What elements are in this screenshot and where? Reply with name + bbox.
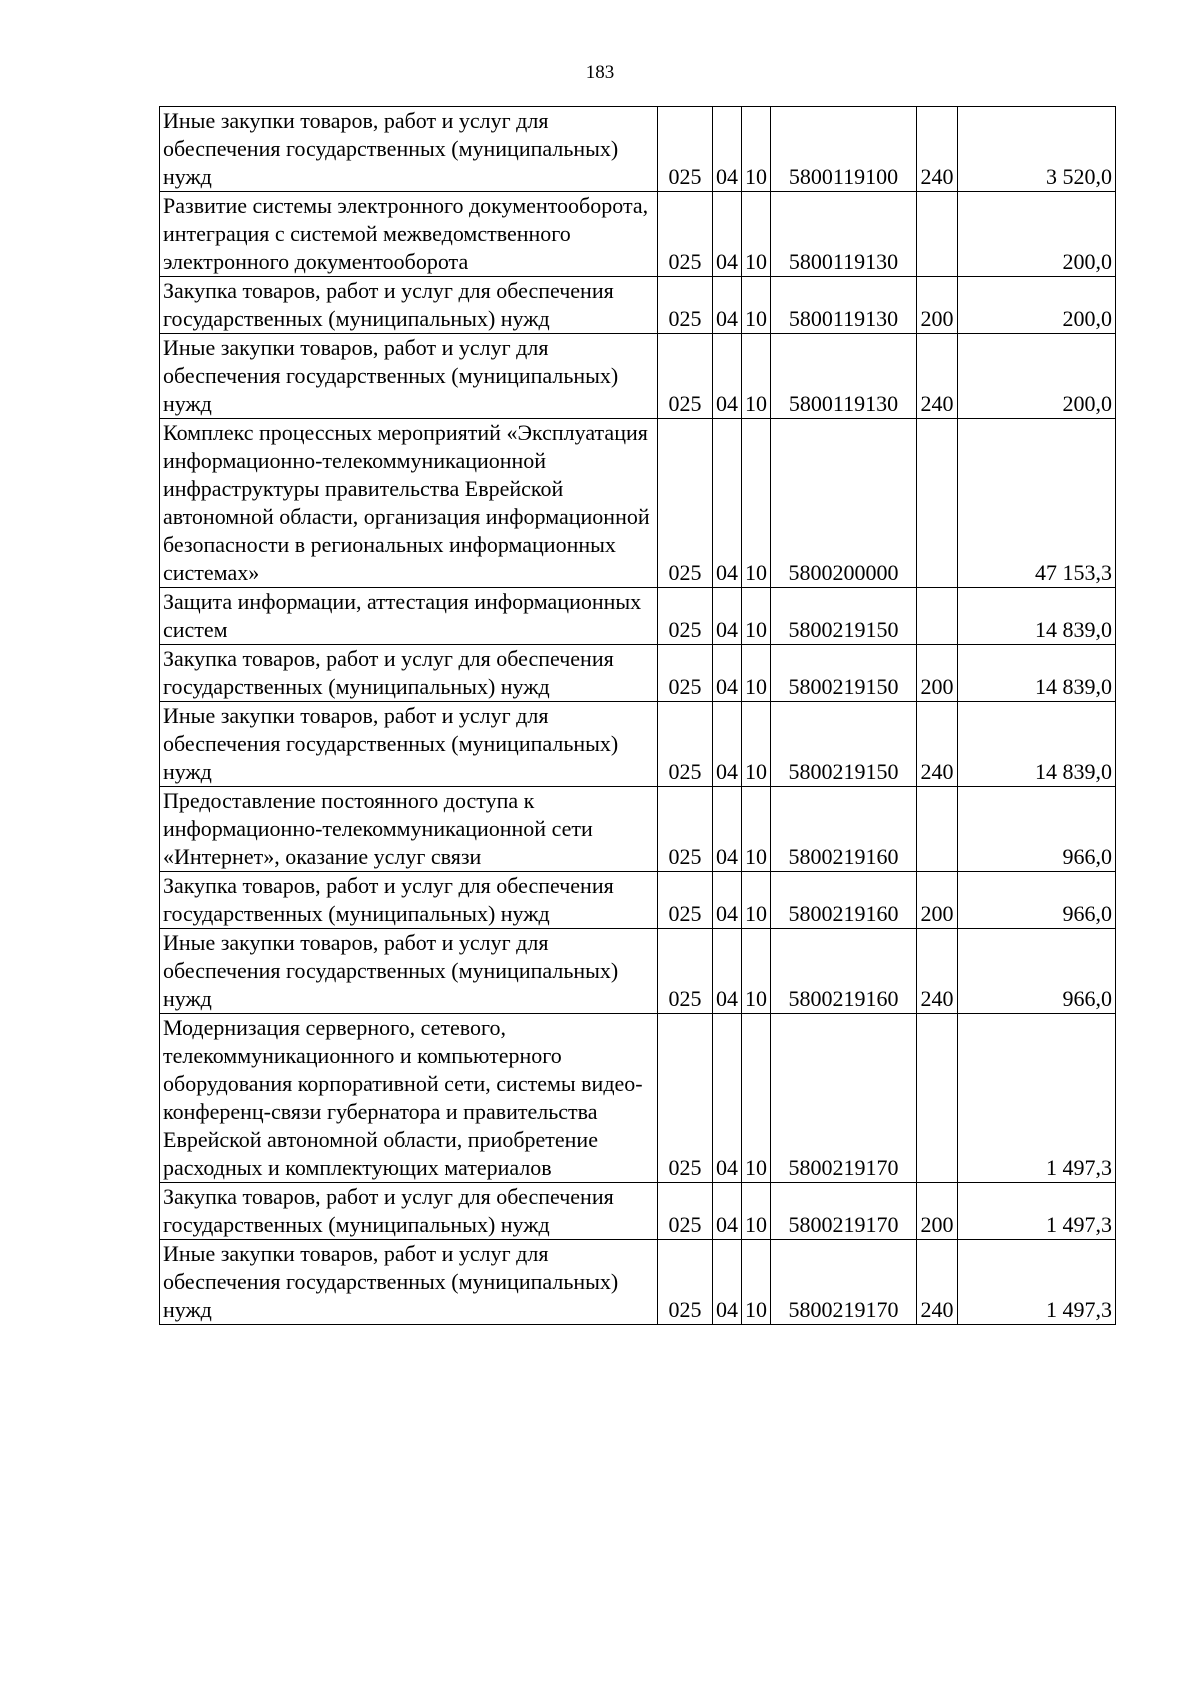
section-code-cell: 04 — [713, 334, 742, 419]
target-article-cell: 5800219150 — [771, 588, 917, 645]
section-code-cell: 04 — [713, 872, 742, 929]
admin-code-cell: 025 — [658, 334, 713, 419]
amount-cell: 966,0 — [958, 872, 1116, 929]
section-code-cell: 04 — [713, 787, 742, 872]
admin-code-cell: 025 — [658, 1240, 713, 1325]
expense-type-cell: 200 — [917, 872, 958, 929]
table-row — [160, 588, 1116, 645]
subsection-code-cell: 10 — [742, 787, 771, 872]
amount-cell: 1 497,3 — [958, 1240, 1116, 1325]
target-article-cell: 5800219170 — [771, 1240, 917, 1325]
amount-cell: 3 520,0 — [958, 107, 1116, 192]
amount-cell: 14 839,0 — [958, 645, 1116, 702]
table-row — [160, 192, 1116, 277]
subsection-code-cell: 10 — [742, 872, 771, 929]
admin-code-cell: 025 — [658, 1183, 713, 1240]
amount-cell: 47 153,3 — [958, 419, 1116, 588]
item-name-cell: Иные закупки товаров, работ и услуг для обеспечения государственных (муниципальных) нужд — [160, 334, 658, 419]
table-row — [160, 1183, 1116, 1240]
page-number: 183 — [585, 62, 615, 83]
admin-code-cell: 025 — [658, 929, 713, 1014]
expense-type-cell — [917, 787, 958, 872]
subsection-code-cell: 10 — [742, 334, 771, 419]
expense-type-cell — [917, 419, 958, 588]
section-code-cell: 04 — [713, 107, 742, 192]
section-code-cell: 04 — [713, 1014, 742, 1183]
section-code-cell: 04 — [713, 702, 742, 787]
item-name-cell: Иные закупки товаров, работ и услуг для обеспечения государственных (муниципальных) нужд — [160, 107, 658, 192]
expense-type-cell: 240 — [917, 1240, 958, 1325]
expense-type-cell: 200 — [917, 1183, 958, 1240]
admin-code-cell: 025 — [658, 107, 713, 192]
table-row — [160, 334, 1116, 419]
amount-cell: 14 839,0 — [958, 588, 1116, 645]
target-article-cell: 5800219160 — [771, 929, 917, 1014]
section-code-cell: 04 — [713, 192, 742, 277]
amount-cell: 966,0 — [958, 929, 1116, 1014]
target-article-cell: 5800200000 — [771, 419, 917, 588]
admin-code-cell: 025 — [658, 1014, 713, 1183]
admin-code-cell: 025 — [658, 192, 713, 277]
target-article-cell: 5800119100 — [771, 107, 917, 192]
subsection-code-cell: 10 — [742, 702, 771, 787]
amount-cell: 200,0 — [958, 334, 1116, 419]
admin-code-cell: 025 — [658, 645, 713, 702]
table-body — [160, 107, 1116, 1325]
subsection-code-cell: 10 — [742, 1240, 771, 1325]
item-name-cell: Закупка товаров, работ и услуг для обеспечения государственных (муниципальных) нужд — [160, 1183, 658, 1240]
table-row — [160, 787, 1116, 872]
amount-cell: 1 497,3 — [958, 1014, 1116, 1183]
table-row — [160, 702, 1116, 787]
target-article-cell: 5800219160 — [771, 872, 917, 929]
table-row — [160, 645, 1116, 702]
section-code-cell: 04 — [713, 588, 742, 645]
table-row — [160, 1240, 1116, 1325]
subsection-code-cell: 10 — [742, 1014, 771, 1183]
subsection-code-cell: 10 — [742, 192, 771, 277]
budget-table — [159, 106, 1116, 1325]
table-row — [160, 872, 1116, 929]
expense-type-cell — [917, 192, 958, 277]
section-code-cell: 04 — [713, 929, 742, 1014]
item-name-cell: Закупка товаров, работ и услуг для обеспечения государственных (муниципальных) нужд — [160, 277, 658, 334]
expense-type-cell — [917, 1014, 958, 1183]
target-article-cell: 5800219160 — [771, 787, 917, 872]
expense-type-cell: 240 — [917, 929, 958, 1014]
section-code-cell: 04 — [713, 645, 742, 702]
target-article-cell: 5800219150 — [771, 702, 917, 787]
table-row — [160, 277, 1116, 334]
expense-type-cell: 240 — [917, 702, 958, 787]
item-name-cell: Иные закупки товаров, работ и услуг для обеспечения государственных (муниципальных) нужд — [160, 929, 658, 1014]
subsection-code-cell: 10 — [742, 277, 771, 334]
expense-type-cell: 200 — [917, 277, 958, 334]
section-code-cell: 04 — [713, 277, 742, 334]
item-name-cell: Предоставление постоянного доступа к информационно-телекоммуникационной сети «Интернет», оказание услуг связи — [160, 787, 658, 872]
section-code-cell: 04 — [713, 1183, 742, 1240]
target-article-cell: 5800119130 — [771, 277, 917, 334]
expense-type-cell: 240 — [917, 334, 958, 419]
subsection-code-cell: 10 — [742, 588, 771, 645]
table-row — [160, 1014, 1116, 1183]
item-name-cell: Комплекс процессных мероприятий «Эксплуатация информационно-телекоммуникационной инфраструктуры правительства Еврейской автономной области, организация информационной безопасности в региональных информационных системах» — [160, 419, 658, 588]
admin-code-cell: 025 — [658, 277, 713, 334]
table-row — [160, 929, 1116, 1014]
expense-type-cell: 200 — [917, 645, 958, 702]
table-row — [160, 107, 1116, 192]
target-article-cell: 5800219170 — [771, 1183, 917, 1240]
target-article-cell: 5800119130 — [771, 192, 917, 277]
item-name-cell: Закупка товаров, работ и услуг для обеспечения государственных (муниципальных) нужд — [160, 872, 658, 929]
subsection-code-cell: 10 — [742, 645, 771, 702]
subsection-code-cell: 10 — [742, 929, 771, 1014]
target-article-cell: 5800219150 — [771, 645, 917, 702]
item-name-cell: Иные закупки товаров, работ и услуг для обеспечения государственных (муниципальных) нужд — [160, 1240, 658, 1325]
admin-code-cell: 025 — [658, 702, 713, 787]
admin-code-cell: 025 — [658, 419, 713, 588]
item-name-cell: Закупка товаров, работ и услуг для обеспечения государственных (муниципальных) нужд — [160, 645, 658, 702]
item-name-cell: Модернизация серверного, сетевого, телекоммуникационного и компьютерного оборудования корпоративной сети, системы видео-конференц-связи губернатора и правительства Еврейской автономной области, приобретение расходных и комплектующих материалов — [160, 1014, 658, 1183]
admin-code-cell: 025 — [658, 787, 713, 872]
admin-code-cell: 025 — [658, 872, 713, 929]
expense-type-cell: 240 — [917, 107, 958, 192]
amount-cell: 200,0 — [958, 192, 1116, 277]
item-name-cell: Иные закупки товаров, работ и услуг для обеспечения государственных (муниципальных) нужд — [160, 702, 658, 787]
amount-cell: 200,0 — [958, 277, 1116, 334]
item-name-cell: Развитие системы электронного документооборота, интеграция с системой межведомственного электронного документооборота — [160, 192, 658, 277]
subsection-code-cell: 10 — [742, 1183, 771, 1240]
target-article-cell: 5800219170 — [771, 1014, 917, 1183]
section-code-cell: 04 — [713, 419, 742, 588]
target-article-cell: 5800119130 — [771, 334, 917, 419]
admin-code-cell: 025 — [658, 588, 713, 645]
item-name-cell: Защита информации, аттестация информационных систем — [160, 588, 658, 645]
expense-type-cell — [917, 588, 958, 645]
amount-cell: 14 839,0 — [958, 702, 1116, 787]
amount-cell: 1 497,3 — [958, 1183, 1116, 1240]
subsection-code-cell: 10 — [742, 419, 771, 588]
subsection-code-cell: 10 — [742, 107, 771, 192]
section-code-cell: 04 — [713, 1240, 742, 1325]
amount-cell: 966,0 — [958, 787, 1116, 872]
table-row — [160, 419, 1116, 588]
